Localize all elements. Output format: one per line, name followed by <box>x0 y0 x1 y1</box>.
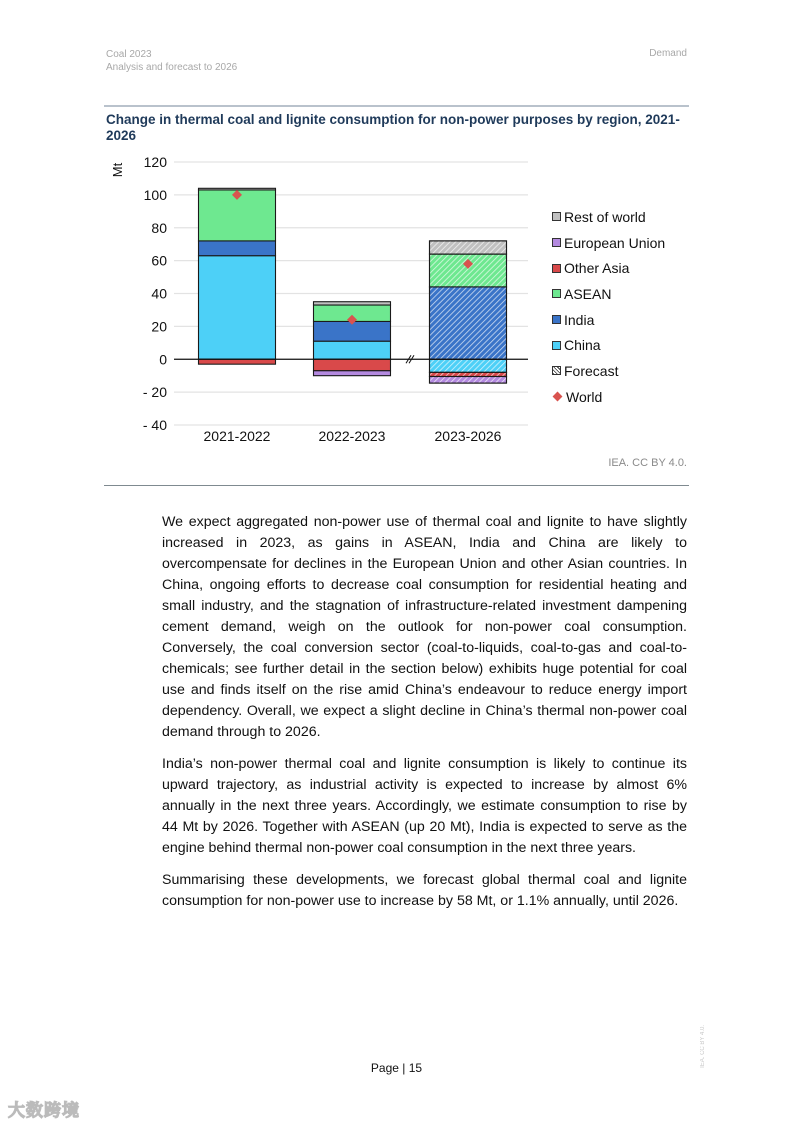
y-tick-label: 80 <box>151 219 167 236</box>
x-tick-label: 2023-2026 <box>434 428 502 444</box>
legend-label: European Union <box>564 234 666 251</box>
legend-item-asean <box>552 281 665 307</box>
legend-swatch-icon <box>552 315 561 324</box>
y-tick-label: 20 <box>151 318 167 335</box>
legend-label: India <box>564 311 595 328</box>
y-tick-label: 40 <box>151 285 167 302</box>
paragraph: We expect aggregated non-power use of thermal coal and lignite to have slightly increased in 2023, as gains in ASEAN, India and China are likely to overcompensate for declines in the European Union and other Asian countries. In China, ongoing efforts to decrease coal consumption for residential heating and small industry, and the stagnation of infrastructure-related investment dampening cement demand, weigh on the outlook for non-power coal consumption. Conversely, the coal conversion sector (coal-to-liquids, coal-to-gas and coal-to-chemicals; see further detail in the section below) exhibits huge potential for coal use and finds itself on the rise amid China’s endeavour to reduce energy import dependency. Overall, we expect a slight decline in China’s thermal non-power coal demand through to 2026. <box>162 514 687 740</box>
legend-swatch-icon <box>552 341 561 350</box>
y-axis-title: Mt <box>110 162 125 178</box>
chart-legend <box>552 204 665 410</box>
figure-credit: IEA. CC BY 4.0. <box>608 457 687 469</box>
legend-label: Rest of world <box>564 208 646 225</box>
bar-segment <box>199 359 276 364</box>
x-tick-label: 2022-2023 <box>318 428 386 444</box>
legend-item-world <box>552 384 665 410</box>
legend-swatch-icon <box>552 289 561 298</box>
y-tick-label: 60 <box>151 252 167 269</box>
paragraph: Summarising these developments, we forecast global thermal coal and lignite consumption for non-power use to increase by 58 Mt, or 1.1% annually, until 2026. <box>162 872 687 909</box>
figure-bottom-divider <box>104 485 689 486</box>
legend-label: Forecast <box>564 362 619 379</box>
legend-item-china <box>552 332 665 358</box>
legend-label: Other Asia <box>564 260 630 277</box>
side-credit: IEA. CC BY 4.0. <box>700 1025 706 1068</box>
watermark-logo: 大数跨境 <box>8 1101 80 1120</box>
bar-segment <box>314 371 391 376</box>
y-tick-label: 120 <box>143 154 167 170</box>
y-tick-label: - 40 <box>142 417 167 433</box>
bar-segment <box>199 256 276 360</box>
document-subtitle: Analysis and forecast to 2026 <box>106 62 238 73</box>
legend-label: ASEAN <box>564 285 612 302</box>
y-tick-label: 0 <box>159 351 167 368</box>
figure-top-divider <box>104 105 689 107</box>
page-number: Page | 15 <box>370 1061 423 1075</box>
bar-segment <box>199 188 276 190</box>
paragraph: India’s non-power thermal coal and lignite consumption is likely to continue its upward trajectory, as industrial activity is expected to increase by almost 6% annually in the next three years. Accordingly, we estimate consumption to rise by 44 Mt by 2026. Together with ASEAN (up 20 Mt), India is expected to serve as the engine behind thermal non-power coal consumption in the next three years. <box>162 756 687 856</box>
legend-swatch-icon <box>552 264 561 273</box>
x-axis-labels <box>204 428 502 444</box>
document-header <box>106 48 237 74</box>
legend-item-india <box>552 307 665 333</box>
legend-item-other-asia <box>552 255 665 281</box>
bar-segment <box>314 341 391 359</box>
y-axis-labels <box>143 154 167 433</box>
x-tick-label: 2021-2022 <box>203 428 271 444</box>
stacked-bar-chart <box>100 150 540 450</box>
bar-segment <box>314 359 391 371</box>
legend-item-rest-of-world <box>552 204 665 230</box>
section-label: Demand <box>649 48 687 59</box>
chart-plot <box>100 150 540 450</box>
legend-item-forecast <box>552 358 665 384</box>
bar-segment <box>314 302 391 305</box>
body-text <box>162 512 687 923</box>
legend-swatch-icon <box>552 212 561 221</box>
y-tick-label: 100 <box>143 186 167 203</box>
document-title: Coal 2023 <box>106 49 152 60</box>
legend-swatch-icon <box>552 238 561 247</box>
y-tick-label: - 20 <box>142 384 167 401</box>
figure-title: Change in thermal coal and lignite consumption for non-power purposes by region, 2021-2026 <box>106 112 680 143</box>
legend-item-european-union <box>552 230 665 256</box>
legend-swatch-icon <box>553 392 563 402</box>
legend-swatch-icon <box>552 366 561 375</box>
bar-segment <box>199 241 276 256</box>
legend-label: World <box>566 388 603 405</box>
bars <box>199 188 507 383</box>
legend-label: China <box>564 337 601 354</box>
